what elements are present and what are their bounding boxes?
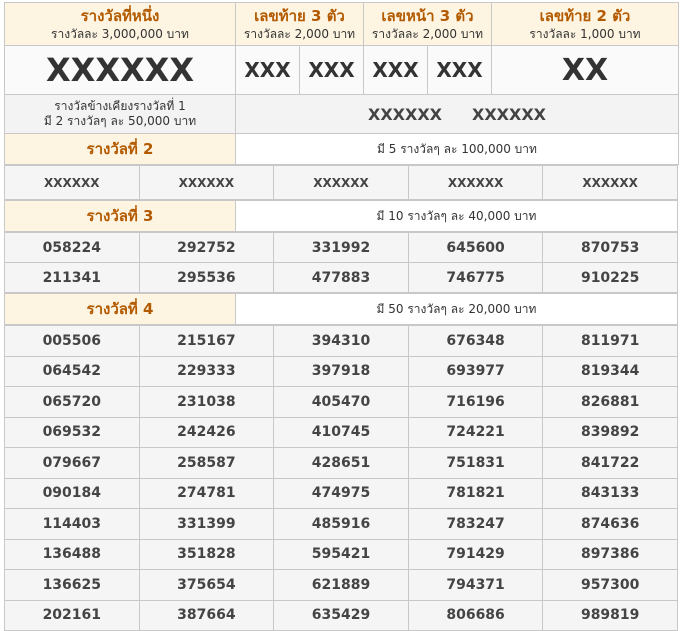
front3-header [364, 3, 492, 46]
prize4-number: 811971 [543, 326, 678, 357]
prize4-number: 375654 [139, 570, 274, 601]
prize2-note: มี 5 รางวัลๆ ละ 100,000 บาท [236, 134, 679, 165]
prize4-number: 783247 [408, 509, 543, 540]
prize4-number: 791429 [408, 539, 543, 570]
prize4-number: 065720 [5, 387, 140, 418]
lottery-results [4, 2, 678, 631]
prize4-number: 274781 [139, 478, 274, 509]
prize4-row [5, 448, 678, 479]
first-prize-title: รางวัลที่หนึ่ง [80, 6, 160, 25]
prize3-number: 058224 [5, 233, 140, 263]
prize4-number: 621889 [274, 570, 409, 601]
first-prize-number: XXXXXX [5, 46, 236, 95]
prize4-number: 819344 [543, 356, 678, 387]
prize4-number: 005506 [5, 326, 140, 357]
last2-title: เลขท้าย 2 ตัว [539, 6, 631, 25]
prize4-number: 114403 [5, 509, 140, 540]
prize4-number: 595421 [274, 539, 409, 570]
prize4-number: 136488 [5, 539, 140, 570]
prize4-number: 397918 [274, 356, 409, 387]
prize4-row [5, 356, 678, 387]
prize4-row [5, 509, 678, 540]
prize4-row [5, 478, 678, 509]
prize4-number: 474975 [274, 478, 409, 509]
first-prize-amount: รางวัลละ 3,000,000 บาท [51, 26, 189, 41]
prize2-number: XXXXXX [139, 166, 274, 200]
near-first-number-1: XXXXXX [367, 104, 442, 124]
front3-number-1: XXX [364, 46, 428, 95]
prize2-number: XXXXXX [5, 166, 140, 200]
prize4-number: 751831 [408, 448, 543, 479]
near-first-label-line1: รางวัลข้างเคียงรางวัลที่ 1 [54, 99, 186, 113]
prize4-row [5, 417, 678, 448]
front3-number-2: XXX [428, 46, 492, 95]
front3-title: เลขหน้า 3 ตัว [381, 6, 474, 25]
prize3-number: 746775 [408, 263, 543, 293]
prize3-label: รางวัลที่ 3 [5, 201, 236, 232]
prize4-number: 090184 [5, 478, 140, 509]
prize4-row [5, 326, 678, 357]
prize3-number: 870753 [543, 233, 678, 263]
near-first-number-2: XXXXXX [472, 104, 547, 124]
last2-header [492, 3, 679, 46]
prize4-number: 826881 [543, 387, 678, 418]
prize4-number: 781821 [408, 478, 543, 509]
prize3-table [4, 200, 678, 232]
last3-title: เลขท้าย 3 ตัว [254, 6, 345, 25]
prize3-row [5, 263, 678, 293]
prize4-number: 387664 [139, 600, 274, 631]
prize4-number: 069532 [5, 417, 140, 448]
prize4-number: 676348 [408, 326, 543, 357]
last2-number: XX [492, 46, 679, 95]
prize4-number: 079667 [5, 448, 140, 479]
prize4-row [5, 600, 678, 631]
prize4-number: 839892 [543, 417, 678, 448]
prize3-numbers [4, 232, 678, 293]
prize2-label: รางวัลที่ 2 [5, 134, 236, 165]
prize3-number: 211341 [5, 263, 140, 293]
prize4-number: 957300 [543, 570, 678, 601]
prize2-number: XXXXXX [543, 166, 678, 200]
prize4-number: 136625 [5, 570, 140, 601]
prize4-number: 215167 [139, 326, 274, 357]
prize4-row [5, 539, 678, 570]
prize4-number: 806686 [408, 600, 543, 631]
prize4-number: 331399 [139, 509, 274, 540]
front3-amount: รางวัลละ 2,000 บาท [371, 26, 484, 41]
prize4-number: 064542 [5, 356, 140, 387]
last3-amount: รางวัลละ 2,000 บาท [243, 26, 356, 41]
prize4-number: 242426 [139, 417, 274, 448]
prize3-row [5, 233, 678, 263]
prize4-number: 897386 [543, 539, 678, 570]
prize4-number: 843133 [543, 478, 678, 509]
prize4-number: 485916 [274, 509, 409, 540]
prize4-number: 989819 [543, 600, 678, 631]
near-first-label-line2: มี 2 รางวัลๆ ละ 50,000 บาท [43, 114, 197, 128]
prize2-number: XXXXXX [408, 166, 543, 200]
last3-number-2: XXX [300, 46, 364, 95]
prize4-number: 794371 [408, 570, 543, 601]
prize4-number: 693977 [408, 356, 543, 387]
prize4-row [5, 387, 678, 418]
prize4-number: 394310 [274, 326, 409, 357]
prize4-number: 258587 [139, 448, 274, 479]
prize4-number: 202161 [5, 600, 140, 631]
prize4-number: 716196 [408, 387, 543, 418]
prize3-number: 645600 [408, 233, 543, 263]
last3-number-1: XXX [236, 46, 300, 95]
prize4-number: 405470 [274, 387, 409, 418]
prize4-number: 874636 [543, 509, 678, 540]
prize4-number: 231038 [139, 387, 274, 418]
prize2-number: XXXXXX [274, 166, 409, 200]
prize4-number: 724221 [408, 417, 543, 448]
prize3-note: มี 10 รางวัลๆ ละ 40,000 บาท [236, 201, 678, 232]
prize4-numbers [4, 325, 678, 631]
prize3-number: 292752 [139, 233, 274, 263]
near-first-label [5, 95, 236, 134]
prize2-table [4, 165, 678, 200]
last2-amount: รางวัลละ 1,000 บาท [529, 26, 641, 41]
prize3-number: 295536 [139, 263, 274, 293]
prize4-number: 229333 [139, 356, 274, 387]
prize4-row [5, 570, 678, 601]
prize4-number: 410745 [274, 417, 409, 448]
prize4-table [4, 293, 678, 325]
prize4-number: 841722 [543, 448, 678, 479]
main-prizes-table [4, 2, 679, 165]
prize4-label: รางวัลที่ 4 [5, 294, 236, 325]
prize4-note: มี 50 รางวัลๆ ละ 20,000 บาท [236, 294, 678, 325]
prize4-number: 428651 [274, 448, 409, 479]
prize4-number: 635429 [274, 600, 409, 631]
prize4-number: 351828 [139, 539, 274, 570]
last3-header [236, 3, 364, 46]
prize3-number: 910225 [543, 263, 678, 293]
first-prize-header [5, 3, 236, 46]
prize3-number: 331992 [274, 233, 409, 263]
near-first-values [236, 95, 679, 134]
prize3-number: 477883 [274, 263, 409, 293]
